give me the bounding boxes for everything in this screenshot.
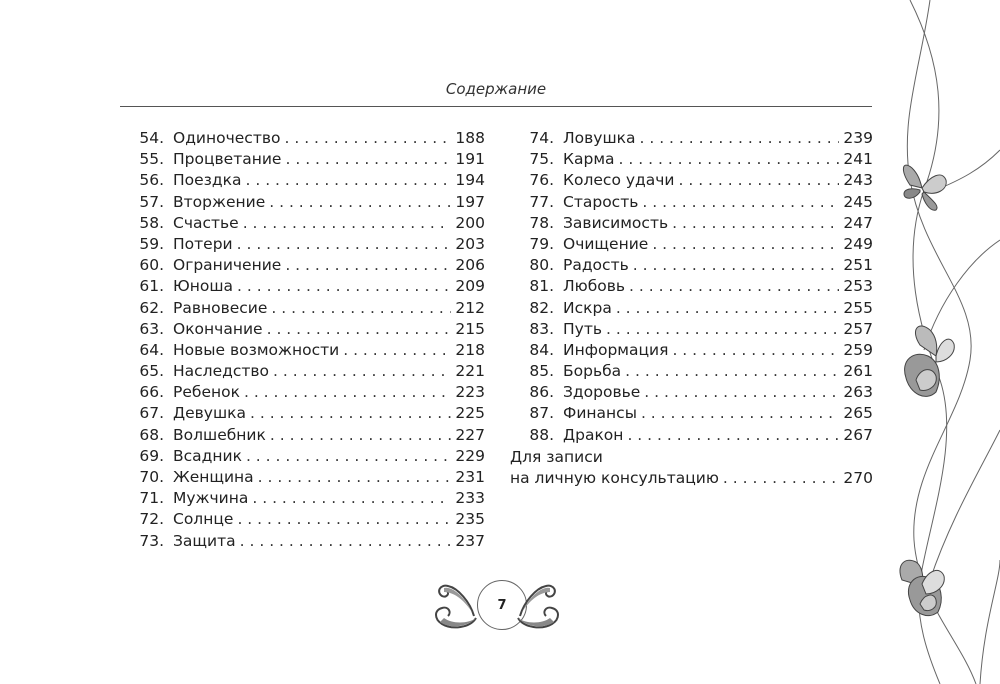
toc-entry: [120, 128, 485, 149]
toc-entry-number: 57.: [139, 192, 164, 211]
toc-entry-page: 237: [455, 531, 485, 550]
toc-entry: [120, 192, 485, 213]
toc-entry-page: 200: [455, 213, 485, 232]
toc-leader: [267, 319, 452, 340]
toc-entry-number: 74.: [529, 129, 554, 147]
toc-leader: [269, 192, 451, 213]
toc-entry-page: 253: [843, 277, 873, 296]
toc-entry-page: 255: [843, 298, 873, 317]
toc-entry-title: Волшебник: [173, 425, 266, 444]
toc-entry-title: Юноша: [173, 277, 234, 296]
toc-entry-number: 78.: [529, 213, 554, 232]
toc-entry-title: Новые возможности: [173, 340, 340, 359]
toc-entry: [510, 425, 873, 446]
toc-entry: [510, 382, 873, 403]
toc-entry: [510, 128, 873, 149]
toc-leader: [642, 192, 839, 213]
toc-entry-page: 225: [455, 404, 485, 423]
toc-entry: [510, 340, 873, 361]
toc-entry-page: 263: [843, 383, 873, 402]
toc-entry: [510, 319, 873, 340]
toc-leader: [250, 403, 451, 424]
toc-entry: [120, 403, 485, 424]
toc-leader: [625, 361, 839, 382]
toc-leader: [627, 425, 839, 446]
toc-entry-title: Поездка: [173, 171, 242, 190]
toc-entry: [120, 298, 485, 319]
toc-entry-number: 69.: [139, 446, 164, 465]
toc-leader: [672, 213, 839, 234]
toc-leader: [616, 298, 840, 319]
toc-entry-title: Солнце: [173, 510, 234, 529]
toc-entry: [120, 319, 485, 340]
toc-leader: [258, 467, 452, 488]
toc-entry-page: 245: [843, 192, 873, 211]
page-footer: [430, 572, 564, 636]
toc-leader: [237, 276, 451, 297]
toc-entry-number: 56.: [139, 171, 164, 190]
toc-entry-title: Счастье: [173, 213, 239, 232]
toc-entry: [120, 213, 485, 234]
toc-entry-page: 241: [843, 150, 873, 169]
toc-entry-title: Зависимость: [563, 213, 669, 232]
toc-entry: [120, 446, 485, 467]
toc-entry-number: 76.: [529, 171, 554, 190]
toc-leader: [678, 170, 839, 191]
toc-leader: [284, 128, 451, 149]
toc-entry-title: Ограничение: [173, 256, 282, 275]
toc-leader: [633, 255, 840, 276]
toc-entry-number: 67.: [139, 404, 164, 423]
page-header-title: Содержание: [445, 80, 547, 98]
toc-entry-title: Вторжение: [173, 192, 266, 211]
toc-entry-number: 79.: [529, 234, 554, 253]
toc-entry-title: Здоровье: [563, 383, 641, 402]
header-rule: [120, 106, 872, 107]
toc-entry: [120, 340, 485, 361]
toc-entry-page: 229: [455, 446, 485, 465]
toc-entry-page: 233: [455, 489, 485, 508]
toc-entry-page: 188: [455, 129, 485, 147]
toc-leader: [285, 255, 451, 276]
toc-entry-number: 81.: [529, 277, 554, 296]
toc-entry-page: 243: [843, 171, 873, 190]
toc-entry-title: Карма: [563, 150, 615, 169]
toc-entry-title: Ребенок: [173, 383, 240, 402]
toc-entry-title: Искра: [563, 298, 612, 317]
toc-leader: [237, 509, 451, 530]
toc-entry: [510, 255, 873, 276]
toc-leader: [629, 276, 839, 297]
toc-leader: [270, 425, 452, 446]
toc-entry-number: 61.: [139, 277, 164, 296]
toc-leader: [606, 319, 839, 340]
toc-entry-page: 231: [455, 468, 485, 486]
toc-entry-page: 209: [455, 277, 485, 296]
toc-entry-page: 212: [455, 298, 485, 317]
toc-leader: [672, 340, 839, 361]
toc-entry-title: Одиночество: [173, 129, 281, 147]
toc-entry-number: 63.: [139, 319, 164, 338]
toc-leader: [641, 403, 839, 424]
toc-leader: [619, 149, 840, 170]
toc-leader: [244, 382, 451, 403]
toc-entry-consultation: [510, 447, 873, 489]
toc-entry: [120, 488, 485, 509]
toc-entry-number: 85.: [529, 362, 554, 381]
toc-entry-number: 77.: [529, 192, 554, 211]
toc-entry-page: 265: [843, 404, 873, 423]
toc-entry-title: Потери: [173, 234, 233, 253]
left-scroll-ornament-icon: [430, 572, 480, 636]
toc-leader: [240, 531, 452, 552]
floral-border-decoration-icon: [880, 0, 1000, 684]
toc-leader: [243, 213, 452, 234]
toc-entry-number: 87.: [529, 404, 554, 423]
toc-column-left: [120, 128, 485, 552]
toc-entry-number: 62.: [139, 298, 164, 317]
flower-bud-icon: [905, 326, 955, 396]
toc-entry-page: 215: [455, 319, 485, 338]
toc-entry: [510, 403, 873, 424]
toc-entry-title: Радость: [563, 256, 629, 275]
toc-leader: [640, 128, 840, 149]
toc-entry: [120, 531, 485, 552]
toc-entry-page: 235: [455, 510, 485, 529]
toc-entry: [510, 170, 873, 191]
toc-entry-number: 59.: [139, 234, 164, 253]
toc-leader: [237, 234, 452, 255]
toc-entry-title: Путь: [563, 319, 602, 338]
page-number: 7: [477, 580, 527, 630]
toc-entry-page: 249: [843, 234, 873, 253]
toc-entry-title: Информация: [563, 340, 669, 359]
toc-entry: [510, 361, 873, 382]
butterfly-icon: [903, 165, 946, 210]
toc-entry-title: Женщина: [173, 468, 254, 486]
toc-entry-page: 247: [843, 213, 873, 232]
toc-entry-title: Девушка: [173, 404, 246, 423]
toc-entry-page: 251: [843, 256, 873, 275]
toc-entry-page: 261: [843, 362, 873, 381]
toc-entry-title: Дракон: [563, 425, 624, 444]
toc-entry-page: 223: [455, 383, 485, 402]
toc-entry-page: 194: [455, 171, 485, 190]
toc-leader: [723, 468, 840, 489]
toc-leader: [343, 340, 451, 361]
toc-entry-number: 80.: [529, 256, 554, 275]
toc-entry-number: 75.: [529, 150, 554, 169]
toc-entry-title: Наследство: [173, 362, 270, 381]
toc-entry: [120, 509, 485, 530]
toc-entry-title: Процветание: [173, 150, 282, 169]
toc-entry-page: 267: [843, 425, 873, 444]
toc-entry-number: 83.: [529, 319, 554, 338]
toc-entry-title: Окончание: [173, 319, 263, 338]
toc-entry: [120, 467, 485, 488]
toc-entry: [120, 361, 485, 382]
toc-entry-page: 239: [843, 129, 873, 147]
toc-leader: [246, 170, 452, 191]
right-scroll-ornament-icon: [514, 572, 564, 636]
toc-leader: [252, 488, 451, 509]
toc-entry-consultation-line2: на личную консультацию: [510, 469, 719, 488]
toc-leader: [271, 298, 451, 319]
toc-entry: [510, 276, 873, 297]
toc-entry-title: Финансы: [563, 404, 637, 423]
toc-entry-title: Мужчина: [173, 489, 249, 508]
toc-entry: [510, 213, 873, 234]
toc-entry-page: 221: [455, 362, 485, 381]
toc-entry: [510, 192, 873, 213]
toc-entry-title: Старость: [563, 192, 639, 211]
toc-entry: [510, 298, 873, 319]
toc-entry-number: 64.: [139, 340, 164, 359]
toc-entry-number: 68.: [139, 425, 164, 444]
toc-column-right: [510, 128, 873, 489]
toc-entry-title: Защита: [173, 531, 236, 550]
toc-entry-title: Очищение: [563, 234, 649, 253]
toc-entry-number: 88.: [529, 425, 554, 444]
toc-entry-number: 84.: [529, 340, 554, 359]
toc-entry-number: 60.: [139, 256, 164, 275]
toc-entry-number: 86.: [529, 383, 554, 402]
toc-entry-number: 72.: [139, 510, 164, 529]
toc-entry-number: 58.: [139, 213, 164, 232]
toc-entry-title: Любовь: [563, 277, 626, 296]
toc-entry-page: 259: [843, 340, 873, 359]
toc-leader: [652, 234, 839, 255]
toc-entry-page: 203: [455, 234, 485, 253]
toc-entry-consultation-page: 270: [843, 469, 873, 488]
toc-entry: [120, 425, 485, 446]
toc-entry-title: Колесо удачи: [563, 171, 675, 190]
toc-leader: [246, 446, 451, 467]
toc-leader: [644, 382, 839, 403]
toc-entry-number: 55.: [139, 150, 164, 169]
toc-entry-title: Всадник: [173, 446, 242, 465]
toc-entry: [510, 149, 873, 170]
toc-entry-title: Борьба: [563, 362, 622, 381]
toc-entry: [120, 149, 485, 170]
toc-entry: [120, 276, 485, 297]
toc-entry-title: Ловушка: [563, 129, 636, 147]
toc-entry-consultation-line1: Для записи: [510, 447, 603, 466]
toc-entry-number: 70.: [139, 468, 164, 486]
toc-entry: [510, 234, 873, 255]
toc-entry-number: 54.: [139, 129, 164, 147]
toc-entry-page: 197: [455, 192, 485, 211]
toc-entry: [120, 234, 485, 255]
toc-leader: [285, 149, 451, 170]
toc-entry-number: 65.: [139, 362, 164, 381]
toc-entry-title: Равновесие: [173, 298, 268, 317]
toc-entry-page: 257: [843, 319, 873, 338]
toc-entry-number: 71.: [139, 489, 164, 508]
toc-entry-page: 218: [455, 340, 485, 359]
toc-entry-number: 82.: [529, 298, 554, 317]
toc-entry: [120, 255, 485, 276]
toc-leader: [273, 361, 451, 382]
toc-entry: [120, 170, 485, 191]
toc-entry-page: 227: [455, 425, 485, 444]
toc-entry-page: 191: [455, 150, 485, 169]
toc-entry-number: 73.: [139, 531, 164, 550]
toc-entry-page: 206: [455, 256, 485, 275]
toc-entry-number: 66.: [139, 383, 164, 402]
toc-entry: [120, 382, 485, 403]
